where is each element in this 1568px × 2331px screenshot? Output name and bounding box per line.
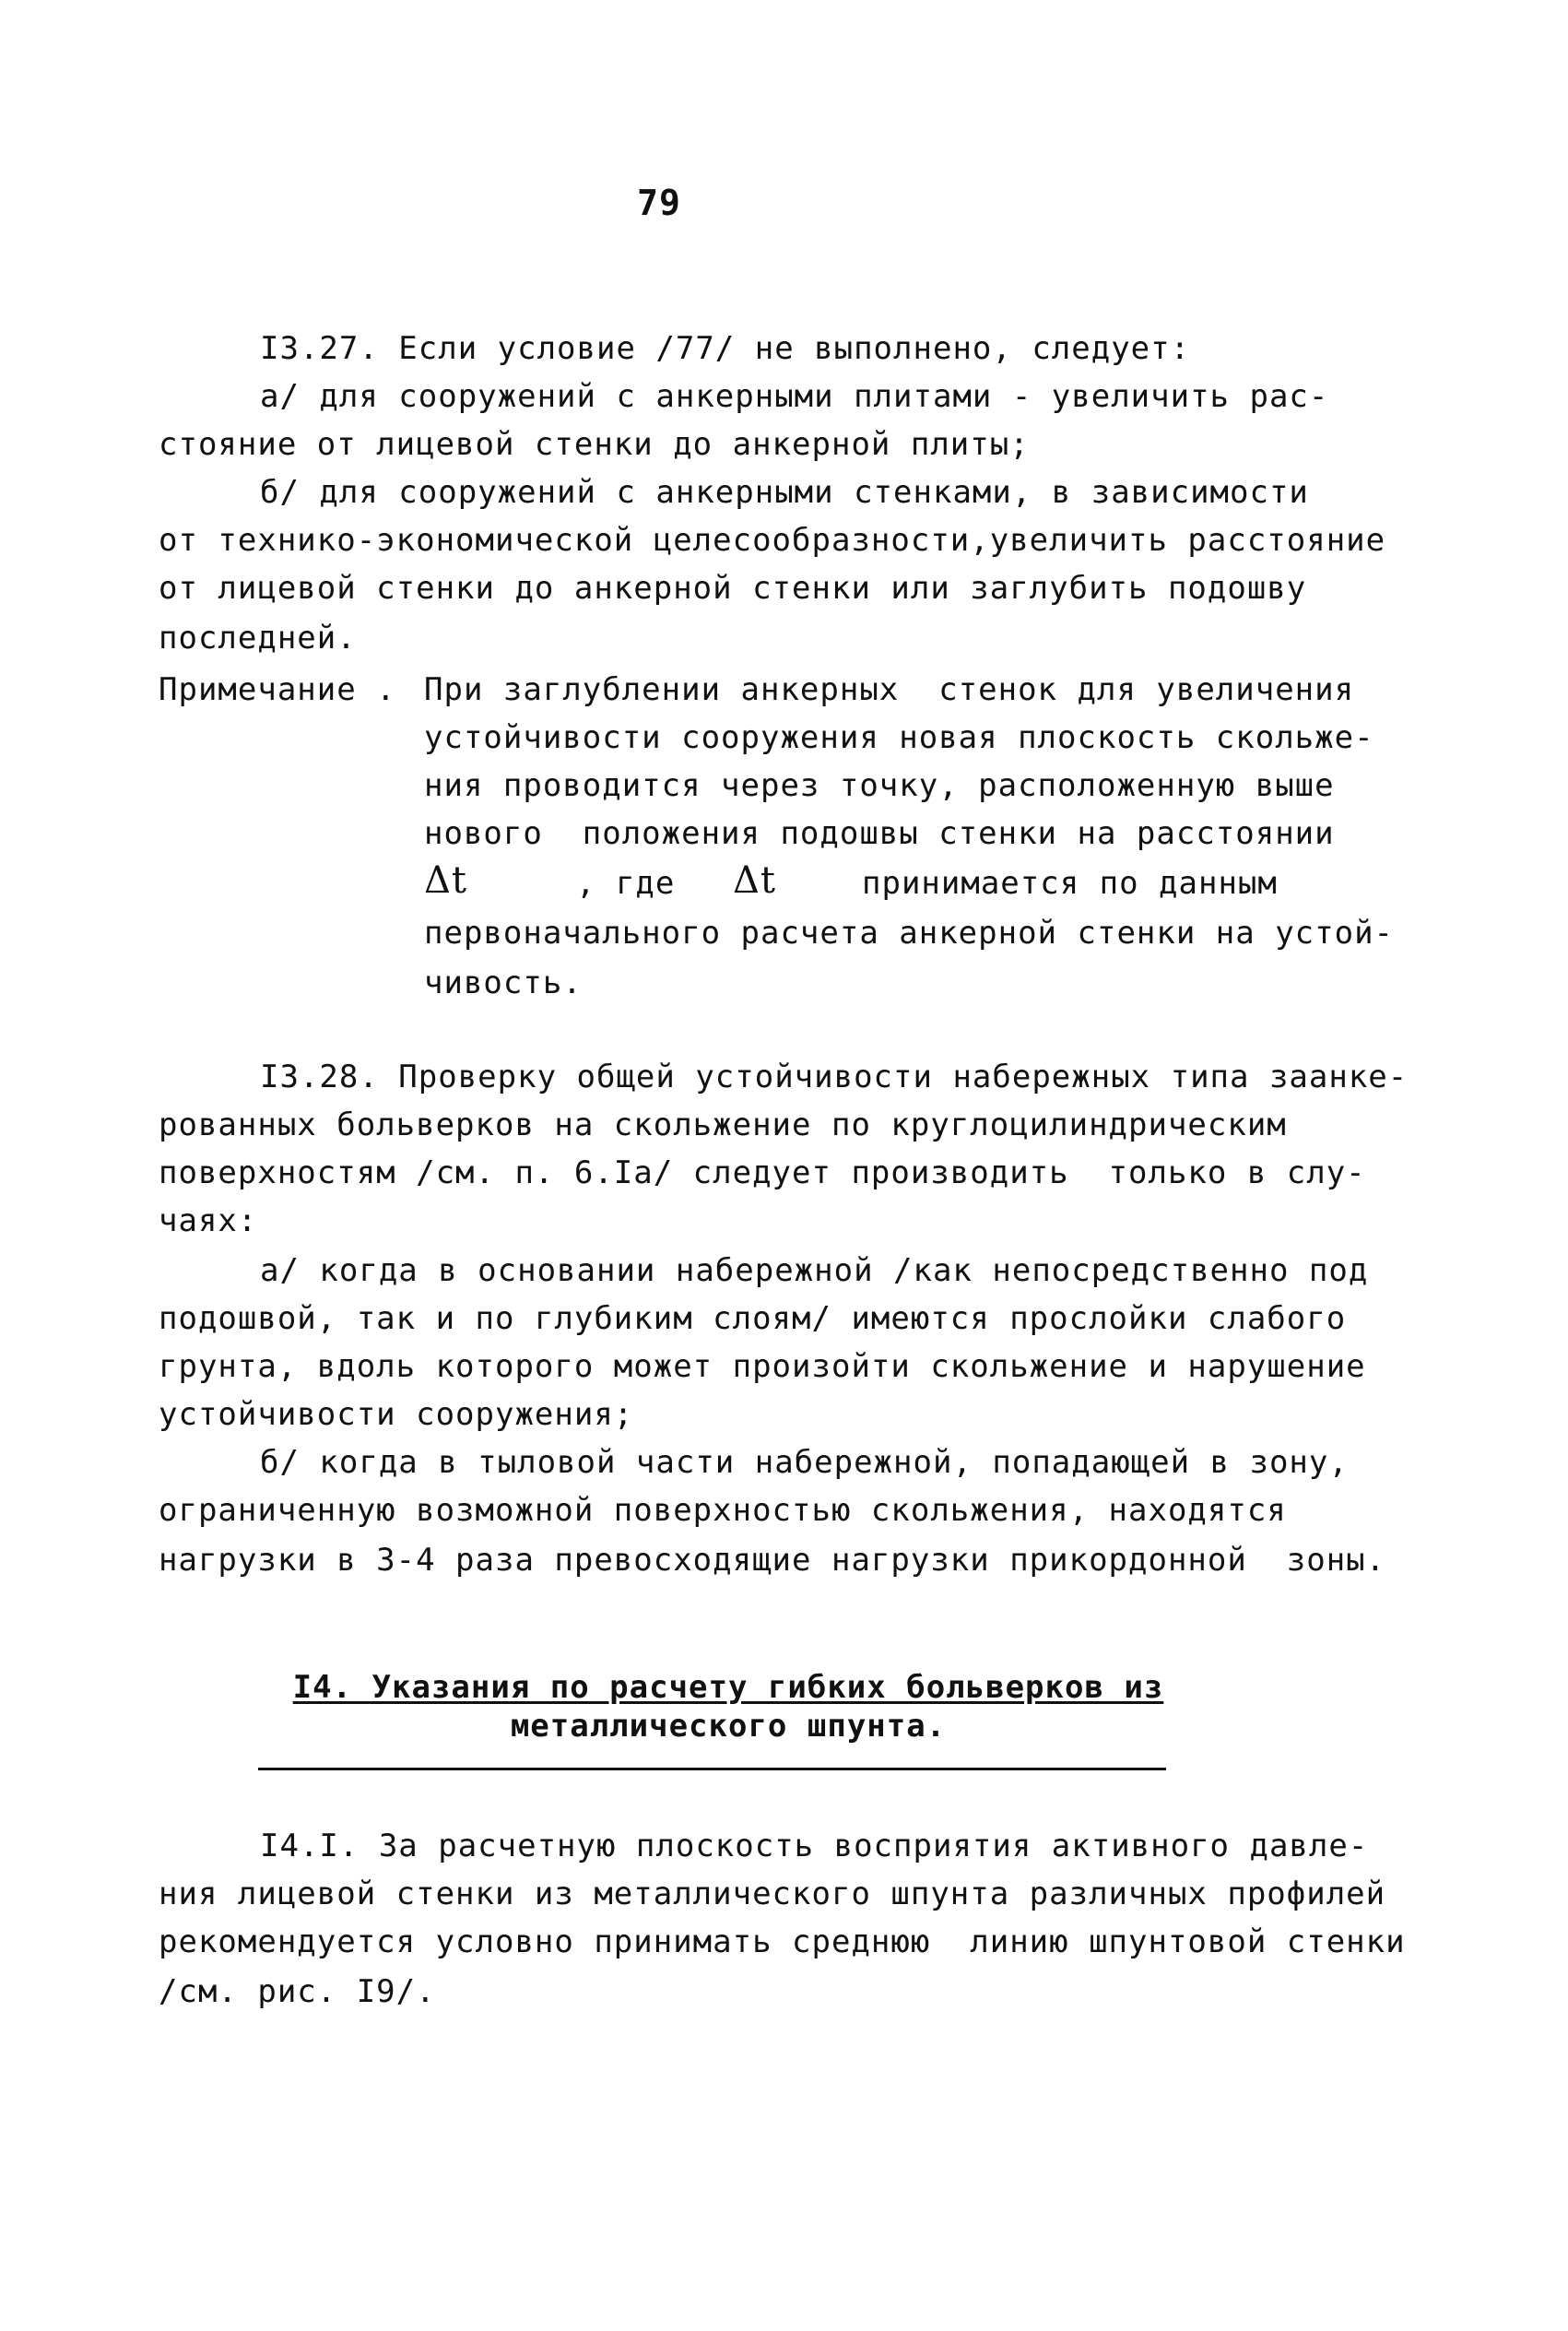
note-line: устойчивости сооружения новая плоскость скольже- [424, 719, 1374, 756]
paragraph-line: б/ когда в тыловой части набережной, попадающей в зону, [260, 1444, 1349, 1481]
paragraph-line: а/ для сооружений с анкерными плитами - увеличить рас- [260, 378, 1329, 415]
paragraph-line: нагрузки в 3-4 раза превосходящие нагрузки прикордонной зоны. [159, 1542, 1386, 1579]
paragraph-line: стояние от лицевой стенки до анкерной плиты; [159, 426, 1030, 463]
note-inline-text: принимается по данным [862, 865, 1278, 902]
note-label: Примечание . [159, 671, 396, 708]
paragraph-line: от лицевой стенки до анкерной стенки или заглубить подошву [159, 570, 1307, 607]
note-line: ния проводится через точку, расположенную выше [424, 767, 1335, 804]
paragraph-line: а/ когда в основании набережной /как непосредственно под [260, 1252, 1369, 1289]
paragraph-line: устойчивости сооружения; [159, 1396, 634, 1433]
paragraph-line: I3.28. Проверку общей устойчивости набережных типа заанке- [260, 1059, 1409, 1095]
paragraph-line: рекомендуется условно принимать среднюю линию шпунтовой стенки [159, 1923, 1406, 1960]
delta-t-symbol: Δt [424, 859, 467, 902]
heading-underline-rule [258, 1768, 1166, 1770]
paragraph-line: подошвой, так и по глубиким слоям/ имеются прослойки слабого [159, 1300, 1347, 1337]
note-line: чивость. [424, 964, 583, 1001]
paragraph-line: поверхностям /см. п. 6.Iа/ следует производить только в слу- [159, 1154, 1366, 1191]
paragraph-line: I4.I. За расчетную плоскость восприятия активного давле- [260, 1828, 1369, 1864]
heading-title-line: металлического шпунта. [510, 1708, 947, 1745]
paragraph-line: чаях: [159, 1202, 258, 1239]
paragraph-line: ния лицевой стенки из металлического шпунта различных профилей [159, 1875, 1386, 1912]
paragraph-line: I3.27. Если условие /77/ не выполнено, следует: [260, 330, 1191, 367]
paragraph-line: от технико-экономической целесообразности,увеличить расстояние [159, 522, 1386, 559]
paragraph-line: грунта, вдоль которого может произойти скольжение и нарушение [159, 1348, 1366, 1385]
delta-t-symbol: Δt [733, 859, 776, 902]
note-line: нового положения подошвы стенки на расстоянии [424, 815, 1335, 852]
heading-title-line: I4. Указания по расчету гибких больверков из [292, 1669, 1164, 1706]
paragraph-line: /см. рис. I9/. [159, 1973, 436, 2010]
note-line: первоначального расчета анкерной стенки на устой- [424, 915, 1395, 952]
paragraph-line: ограниченную возможной поверхностью скольжения, находятся [159, 1492, 1287, 1529]
note-line: При заглублении анкерных стенок для увеличения [424, 671, 1355, 708]
paragraph-line: рованных больверков на скольжение по круглоцилиндрическим [159, 1106, 1287, 1143]
paragraph-line: последней. [159, 620, 357, 657]
paragraph-line: б/ для сооружений с анкерными стенками, в зависимости [260, 474, 1309, 511]
page-number: 79 [637, 183, 681, 223]
note-inline-text: , где [576, 865, 676, 902]
